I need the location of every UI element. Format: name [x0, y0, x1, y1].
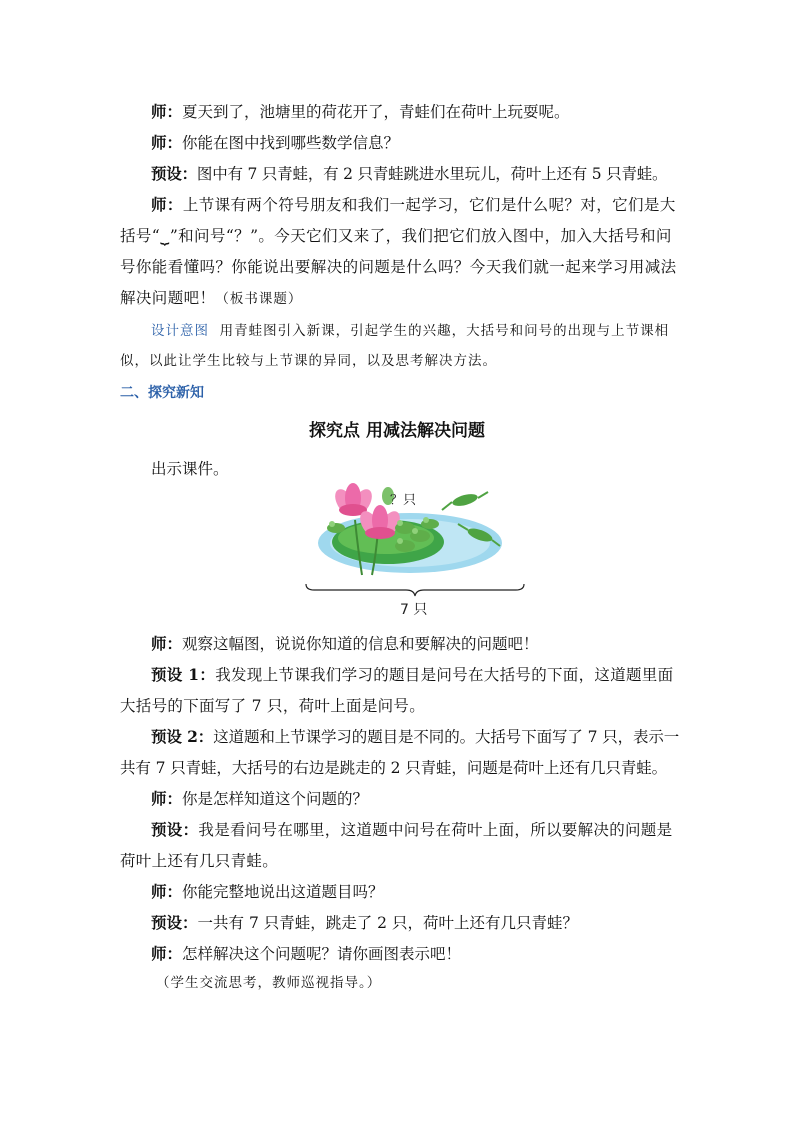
closing-note: （学生交流思考，教师巡视指导。）	[156, 975, 382, 991]
speaker-label: 预设：	[151, 820, 199, 839]
speaker-label: 预设 1：	[151, 665, 216, 684]
jumping-frog-icon	[442, 492, 488, 510]
dialogue-line	[120, 721, 680, 784]
speaker-label: 师：	[151, 882, 183, 901]
speaker-label: 预设：	[151, 913, 198, 932]
dialogue-line	[120, 783, 680, 815]
paragraph-1	[120, 96, 680, 128]
paragraph-text: 夏天到了，池塘里的荷花开了，青蛙们在荷叶上玩耍呢。	[182, 103, 570, 121]
paragraph-text: 上节课有两个符号朋友和我们一起学习，它们是什么呢？对，它们是大括号“⏟”和问号“？”。今天它们又来了，我们把它们放入图中，加入大括号和问号你能看懂吗？你能说出要解决的问题是什么吗？今天我们就一起来学习用减法解决问题吧！	[120, 196, 677, 307]
curly-brace	[306, 584, 524, 596]
dialogue-line	[120, 907, 680, 939]
total-label: 7 只	[400, 602, 428, 618]
dialogue-text: 你是怎样知道这个问题的？	[182, 790, 369, 808]
dialogue-text: 我是看问号在哪里，这道题中问号在荷叶上面，所以要解决的问题是荷叶上还有几只青蛙。	[120, 821, 673, 870]
paragraph-4	[120, 189, 680, 315]
question-label: ？只	[390, 493, 417, 508]
speaker-label: 师：	[151, 634, 183, 653]
design-intent-note	[120, 316, 680, 376]
paragraph-text: 你能在图中找到哪些数学信息？	[182, 134, 400, 152]
speaker-label: 师：	[151, 195, 183, 214]
speaker-label: 师：	[151, 133, 183, 152]
dialogue-text: 一共有 7 只青蛙，跳走了 2 只，荷叶上还有几只青蛙？	[197, 914, 578, 932]
subheading: 探究点 用减法解决问题	[309, 421, 485, 441]
dialogue-line	[120, 938, 680, 970]
design-intent-label: 设计意图	[151, 323, 209, 339]
speaker-label: 师：	[151, 789, 183, 808]
section-title: 二、探究新知	[120, 385, 204, 401]
speaker-label: 师：	[151, 102, 183, 121]
speaker-label: 预设 2：	[151, 727, 214, 746]
dialogue-line	[120, 814, 680, 877]
dialogue-text: 怎样解决这个问题呢？请你画图表示吧！	[182, 945, 462, 963]
dialogue-line	[120, 628, 680, 660]
dialogue-text: 这道题和上节课学习的题目是不同的。大括号下面写了 7 只，表示一共有 7 只青蛙，大括号的右边是跳走的 2 只青蛙，问题是荷叶上还有几只青蛙。	[120, 728, 680, 777]
dialogue-text: 你能完整地说出这道题目吗？	[182, 883, 384, 901]
frog-pond-figure	[300, 480, 530, 620]
dialogue-line	[120, 876, 680, 908]
dialogue-line	[120, 659, 680, 722]
board-note: （板书课题）	[215, 291, 303, 307]
dialogue-text: 观察这幅图，说说你知道的信息和要解决的问题吧！	[182, 635, 539, 653]
show-courseware: 出示课件。	[151, 460, 229, 478]
speaker-label: 师：	[151, 944, 183, 963]
paragraph-2	[120, 127, 680, 159]
design-intent-text: 用青蛙图引入新课，引起学生的兴趣，大括号和问号的出现与上节课相似，以此让学生比较与上节课的异同，以及思考解决方法。	[120, 323, 670, 369]
speaker-label: 预设：	[151, 164, 197, 183]
paragraph-3	[120, 158, 680, 190]
dialogue-text: 我发现上节课我们学习的题目是问号在大括号的下面，这道题里面大括号的下面写了 7 只，荷叶上面是问号。	[120, 666, 674, 715]
paragraph-text: 图中有 7 只青蛙，有 2 只青蛙跳进水里玩儿，荷叶上还有 5 只青蛙。	[196, 165, 668, 183]
